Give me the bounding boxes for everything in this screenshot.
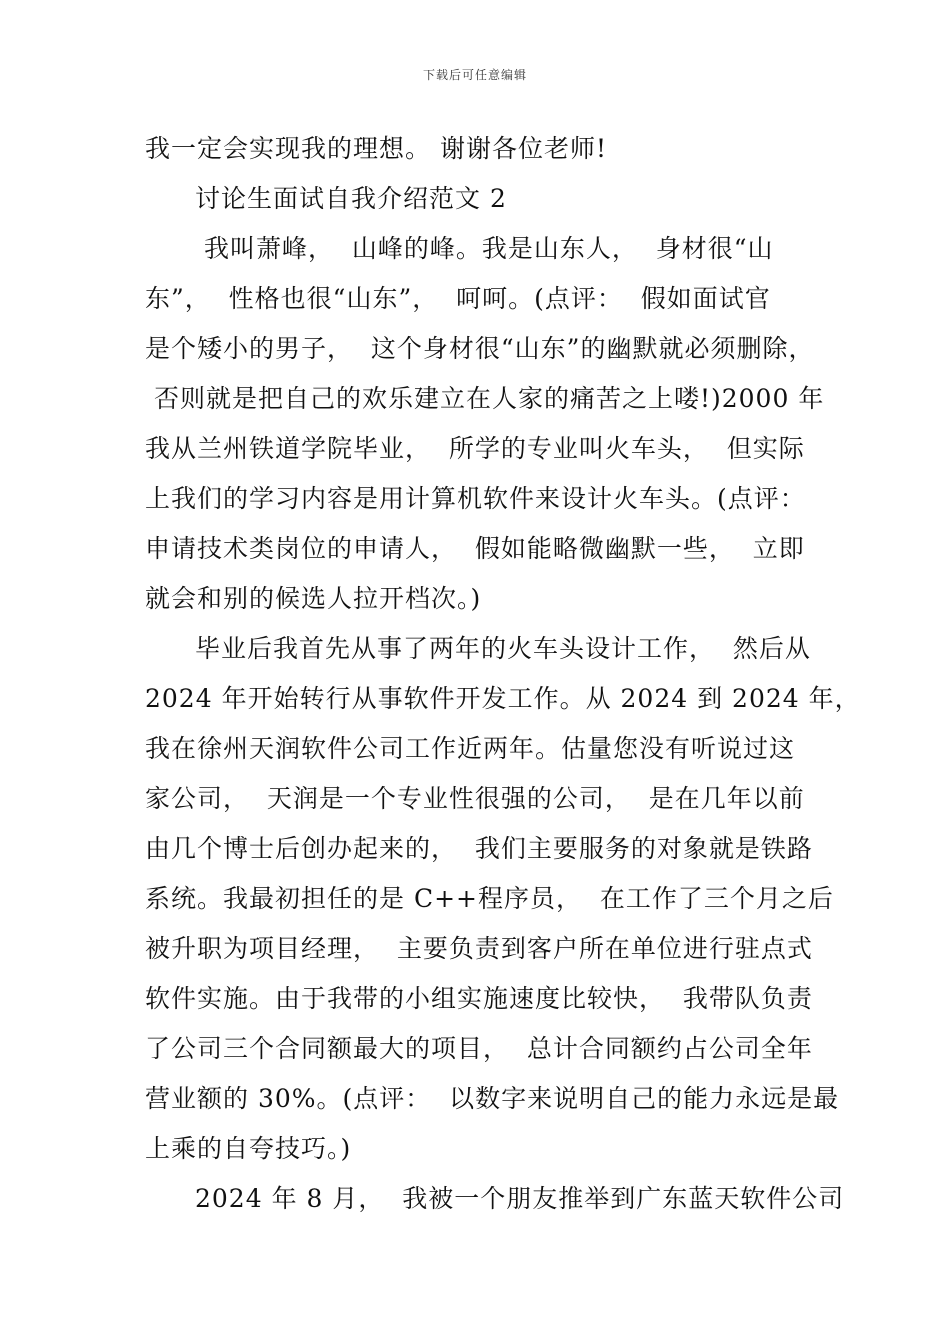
text-line: 由几个博士后创办起来的， 我们主要服务的对象就是铁路 xyxy=(145,834,813,863)
text-line: 家公司， 天润是一个专业性很强的公司， 是在几年以前 xyxy=(145,784,805,813)
text-line: 2024 年开始转行从事软件开发工作。从 2024 到 2024 年， xyxy=(145,684,861,713)
text-line: 就会和别的候选人拉开档次。) xyxy=(145,584,482,613)
text-line: 营业额的 30%。(点评： 以数字来说明自己的能力永远是最 xyxy=(145,1084,840,1113)
text-line: 软件实施。由于我带的小组实施速度比较快， 我带队负责 xyxy=(145,984,813,1013)
text-line: 我一定会实现我的理想。 谢谢各位老师! xyxy=(145,134,607,163)
text-line: 是个矮小的男子， 这个身材很“山东”的幽默就必须删除， xyxy=(145,334,815,363)
page-header: 下载后可任意编辑 xyxy=(422,68,527,82)
text-line: 我从兰州铁道学院毕业， 所学的专业叫火车头， 但实际 xyxy=(145,434,805,463)
text-line: 上我们的学习内容是用计算机软件来设计火车头。(点评： xyxy=(145,484,806,513)
text-line: 上乘的自夸技巧。) xyxy=(145,1134,352,1163)
text-line: 我在徐州天润软件公司工作近两年。估量您没有听说过这 xyxy=(145,734,796,763)
text-line: 东”， 性格也很“山东”， 呵呵。(点评： 假如面试官 xyxy=(145,284,771,313)
text-line: 申请技术类岗位的申请人， 假如能略微幽默一些， 立即 xyxy=(145,534,805,563)
text-line: 了公司三个合同额最大的项目， 总计合同额约占公司全年 xyxy=(145,1034,813,1063)
text-line: 我叫萧峰， 山峰的峰。我是山东人， 身材很“山 xyxy=(195,234,774,263)
text-line: 系统。我最初担任的是 C++程序员， 在工作了三个月之后 xyxy=(145,884,834,913)
text-line: 被升职为项目经理， 主要负责到客户所在单位进行驻点式 xyxy=(145,934,813,963)
text-line: 否则就是把自己的欢乐建立在人家的痛苦之上喽!)2000 年 xyxy=(145,384,825,413)
text-line: 讨论生面试自我介绍范文 2 xyxy=(195,184,507,213)
text-line: 毕业后我首先从事了两年的火车头设计工作， 然后从 xyxy=(195,634,811,663)
text-line: 2024 年 8 月， 我被一个朋友推举到广东蓝天软件公司 xyxy=(195,1184,845,1213)
